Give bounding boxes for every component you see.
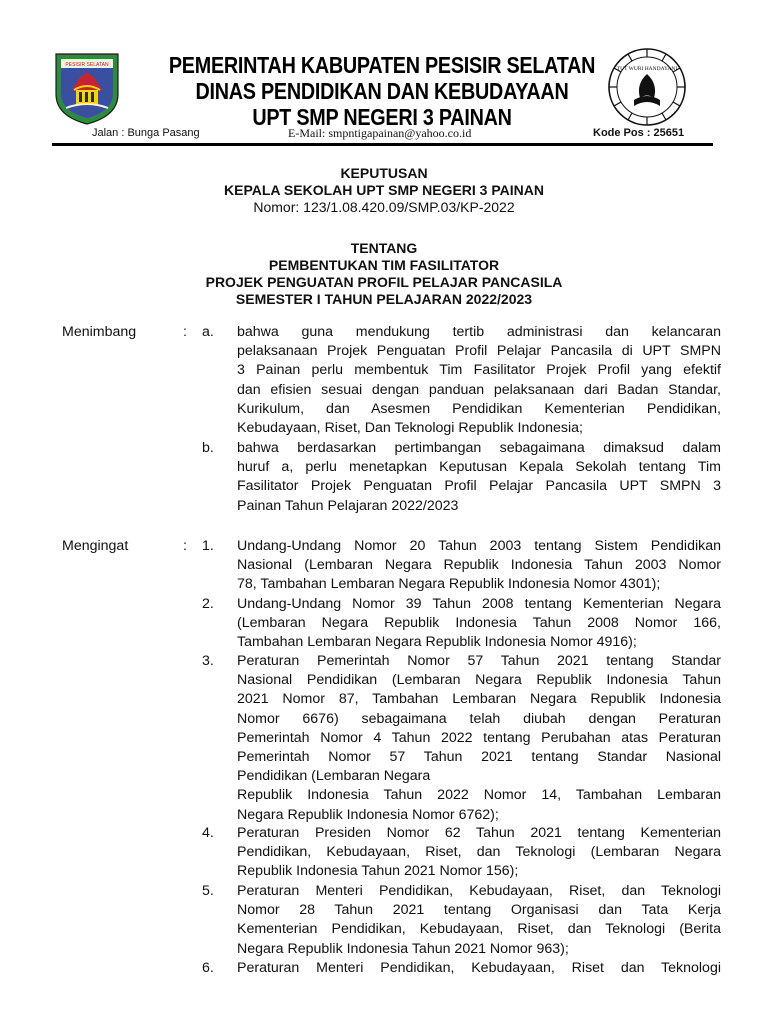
mengingat-marker: 2. xyxy=(202,596,214,612)
menimbang-colon: : xyxy=(183,324,187,340)
text-line: Negara Republik Indonesia Nomor 6762); xyxy=(237,806,499,823)
text-line: Tambahan Lembaran Negara Republik Indonesia Nomor 4916); xyxy=(237,634,637,651)
menimbang-item xyxy=(237,439,721,516)
menimbang-label: Menimbang xyxy=(62,324,137,340)
text-line: dan efisien sesuai dengan panduan pelaksanaan dari Badan Standar, xyxy=(237,381,721,398)
letterhead-postcode: Kode Pos : 25651 xyxy=(593,127,685,139)
text-line: Nasional (Lembaran Negara Republik Indonesia Tahun 2003 Nomor xyxy=(237,557,721,574)
decision-about: TENTANG xyxy=(350,240,418,256)
text-line: 2021 Nomor 87, Tambahan Lembaran Negara Republik Indonesia xyxy=(237,691,721,708)
text-line: Negara Republik Indonesia Tahun 2021 Nomor 963); xyxy=(237,940,569,957)
svg-text:PESISIR SELATAN: PESISIR SELATAN xyxy=(65,62,109,68)
text-line: Peraturan Menteri Pendidikan, Kebudayaan, Riset, dan Teknologi xyxy=(237,883,721,899)
text-line: bahwa guna mendukung tertib administrasi dan kelancaran xyxy=(237,324,721,340)
mengingat-marker: 4. xyxy=(202,825,214,841)
text-line: Undang-Undang Nomor 39 Tahun 2008 tentang Kementerian Negara xyxy=(237,596,721,612)
text-line: Republik Indonesia Tahun 2022 Nomor 14, Tambahan Lembaran xyxy=(237,787,721,804)
text-line: Pendidikan (Lembaran Negara xyxy=(237,768,431,785)
svg-text:TUT WURI HANDAYANI: TUT WURI HANDAYANI xyxy=(616,66,678,72)
letterhead-school: UPT SMP NEGERI 3 PAINAN xyxy=(252,104,512,130)
mengingat-item xyxy=(237,537,721,595)
mengingat-marker: 1. xyxy=(202,538,214,554)
text-line: Nomor 6676) sebagaimana telah diubah dengan Peraturan xyxy=(237,710,721,727)
letterhead-divider xyxy=(52,143,713,146)
mengingat-item xyxy=(237,652,721,825)
text-line: Nomor 28 Tahun 2021 tentang Organisasi dan Tata Kerja xyxy=(237,902,721,919)
text-line: Nasional Pendidikan (Lembaran Negara Republik Indonesia Tahun xyxy=(237,672,721,689)
letterhead-email: E-Mail: smpntigapainan@yahoo.co.id xyxy=(288,126,472,140)
text-line: Painan Tahun Pelajaran 2022/2023 xyxy=(237,497,459,514)
text-line: Peraturan Menteri Pendidikan, Kebudayaan, Riset dan Teknologi xyxy=(237,960,721,976)
text-line: Kebudayaan, Riset, Dan Teknologi Republik Indonesia; xyxy=(237,419,583,436)
text-line: (Lembaran Negara Republik Indonesia Tahun 2008 Nomor 166, xyxy=(237,615,721,632)
mengingat-item xyxy=(237,824,721,882)
mengingat-colon: : xyxy=(183,538,187,554)
mengingat-marker: 5. xyxy=(202,883,214,899)
text-line: Undang-Undang Nomor 20 Tahun 2003 tentang Sistem Pendidikan xyxy=(237,538,721,554)
text-line: Republik Indonesia Tahun 2021 Nomor 156); xyxy=(237,863,519,880)
mengingat-item xyxy=(237,882,721,959)
text-line: Pemerintah Nomor 57 Tahun 2021 tentang Standar Nasional xyxy=(237,748,721,765)
text-line: Kementerian Pendidikan, Kebudayaan, Riset, dan Teknologi (Berita xyxy=(237,921,721,938)
decision-issuer: KEPALA SEKOLAH UPT SMP NEGERI 3 PAINAN xyxy=(224,182,544,198)
text-line: Pendidikan, Kebudayaan, Riset, dan Teknologi (Lembaran Negara xyxy=(237,844,721,861)
letterhead-address: Jalan : Bunga Pasang xyxy=(92,127,200,139)
text-line: Kurikulum, dan Asesmen Pendidikan Kementerian Pendidikan, xyxy=(237,400,721,417)
text-line: Peraturan Pemerintah Nomor 57 Tahun 2021 tentang Standar xyxy=(237,653,721,669)
letterhead-department: DINAS PENDIDIKAN DAN KEBUDAYAAN xyxy=(195,78,569,104)
text-line: 78, Tambahan Lembaran Negara Republik Indonesia Nomor 4301); xyxy=(237,576,661,593)
mengingat-label: Mengingat xyxy=(62,538,129,554)
text-line: 3 Painan perlu membentuk Tim Fasilitator Projek Profil yang efektif xyxy=(237,362,721,379)
text-line: bahwa berdasarkan pertimbangan sebagaimana dimaksud dalam xyxy=(237,440,721,456)
text-line: pelaksanaan Projek Penguatan Profil Pelajar Pancasila di UPT SMPN xyxy=(237,343,721,360)
decision-subject-1: PEMBENTUKAN TIM FASILITATOR xyxy=(268,257,500,273)
mengingat-marker: 6. xyxy=(202,960,214,976)
text-line: Pemerintah Nomor 4 Tahun 2022 tentang Perubahan atas Peraturan xyxy=(237,729,721,746)
menimbang-marker: a. xyxy=(202,324,214,340)
mengingat-item xyxy=(237,959,721,978)
decision-subject-2: PROJEK PENGUATAN PROFIL PELAJAR PANCASILA xyxy=(205,274,563,290)
text-line: Peraturan Presiden Nomor 62 Tahun 2021 tentang Kementerian xyxy=(237,825,721,841)
decision-title: KEPUTUSAN xyxy=(340,165,428,181)
menimbang-item xyxy=(237,323,721,438)
text-line: Fasilitator Projek Penguatan Profil Pelajar Pancasila UPT SMPN 3 xyxy=(237,478,721,495)
text-line: huruf a, perlu menetapkan Keputusan Kepala Sekolah tentang Tim xyxy=(237,459,721,476)
letterhead-government: PEMERINTAH KABUPATEN PESISIR SELATAN xyxy=(168,52,596,78)
decision-subject-3: SEMESTER I TAHUN PELAJARAN 2022/2023 xyxy=(235,291,533,307)
mengingat-marker: 3. xyxy=(202,653,214,669)
mengingat-item xyxy=(237,595,721,653)
decision-number: Nomor: 123/1.08.420.09/SMP.03/KP-2022 xyxy=(253,199,515,215)
menimbang-marker: b. xyxy=(202,440,214,456)
